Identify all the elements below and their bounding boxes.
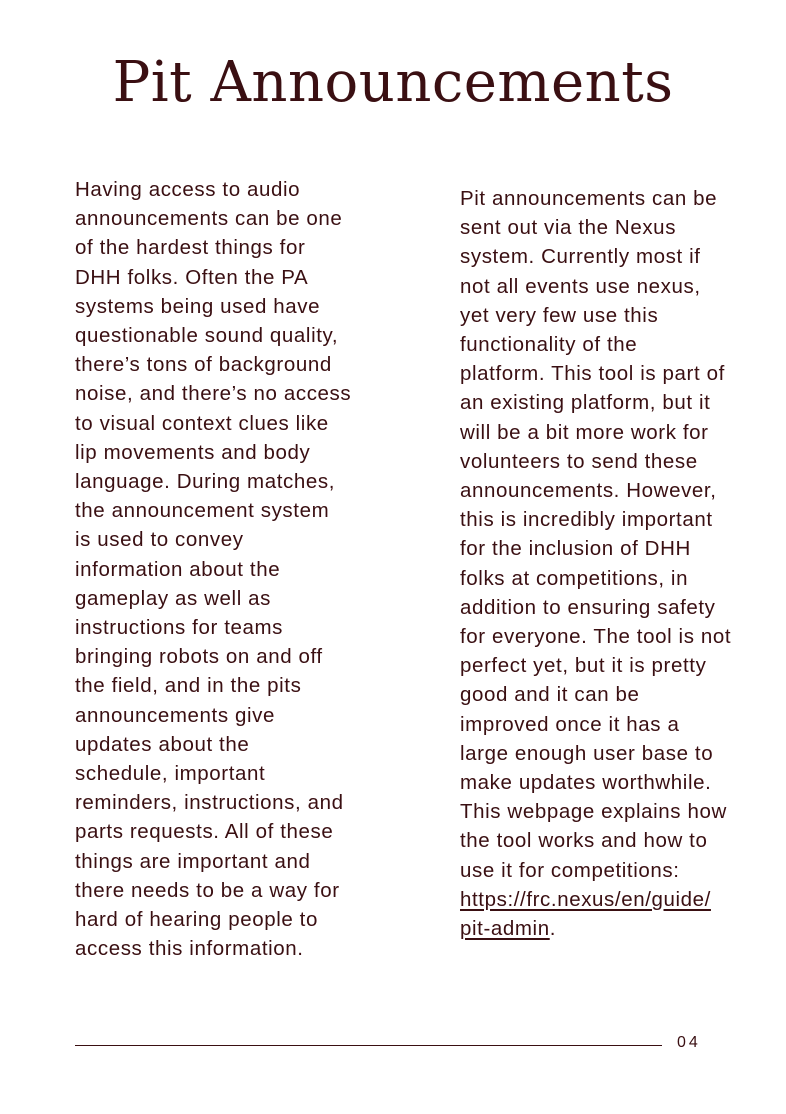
right-column-trailing: . (549, 917, 557, 941)
footer-divider (75, 1045, 662, 1046)
right-column-text: Pit announcements can be sent out via the Nexus system. Currently most if not all events use nexus, yet very few use this functionality of the platform. This tool is part of an existing platform, but it will be a bit more work for volunteers to send these announcements. However, this is incredibly important for the inclusion of DHH folks at competitions, in addition to ensuring safety for everyone. The tool is not perfect yet, but it is pretty good and it can be improved once it has a large enough user base to make updates worthwhile. This webpage explains how the tool works and how to use it for competitions: (460, 187, 732, 882)
page-title: Pit Announcements (112, 50, 674, 115)
left-column-paragraph: Having access to audio announcements can be one of the hardest things for DHH folks. Often the PA systems being used have questionable sound quality, there’s tons of background noise, and there’s no access to visual context clues like lip movements and body language. During matches, the announcement system is used to convey information about the gameplay as well as instructions for teams bringing robots on and off the field, and in the pits announcements give updates about the schedule, important reminders, instructions, and parts requests. All of these things are important and there needs to be a way for hard of hearing people to access this information. (75, 178, 352, 961)
right-column-paragraph (460, 184, 760, 943)
nexus-guide-link[interactable]: https://frc.nexus/en/guide/ pit-admin (460, 887, 711, 941)
page-number: 04 (677, 1034, 701, 1051)
